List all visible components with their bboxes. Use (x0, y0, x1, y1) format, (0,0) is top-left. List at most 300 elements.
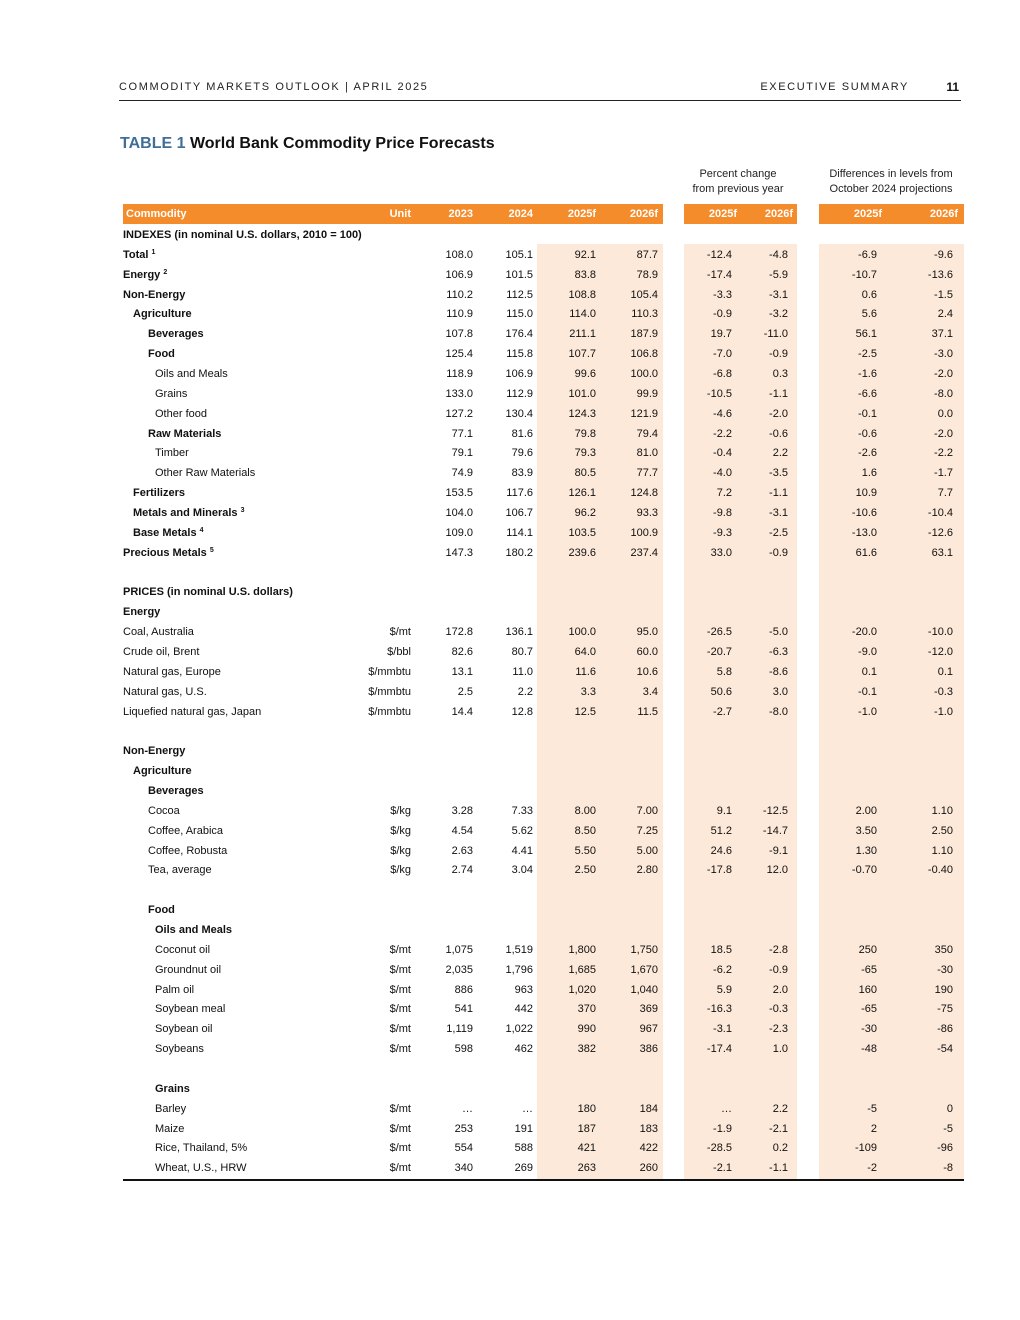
diff-2026f: -3.0 (934, 348, 953, 361)
commodity-label: Coal, Australia (123, 626, 194, 639)
commodity-label: Precious Metals (123, 546, 207, 559)
row-padding (953, 304, 964, 324)
diff-2025f: -65 (861, 963, 877, 976)
commodity-name (123, 384, 330, 404)
value-2026f: 11.5 (637, 705, 658, 718)
table-row (123, 404, 964, 424)
pct-change-2026f: 0.3 (772, 367, 788, 380)
value-2026f: 422 (639, 1142, 658, 1155)
table-row (123, 821, 964, 841)
commodity-label: Grains (155, 387, 188, 400)
section-label: Agriculture (133, 765, 192, 778)
unit-cell (330, 404, 411, 424)
col-header-diff-2026f: 2026f (929, 208, 958, 220)
commodity-name (123, 463, 330, 483)
diff-2026f: -2.0 (934, 367, 953, 380)
value-2023: 125.4 (445, 348, 473, 361)
value-2023: 79.1 (451, 447, 473, 460)
value-2023: 106.9 (445, 268, 473, 281)
row-padding (953, 543, 964, 563)
value-2024: 442 (514, 1003, 533, 1016)
value-2026f: 99.9 (636, 387, 658, 400)
pct-change-2026f: 2.2 (772, 1102, 788, 1115)
row-padding (953, 285, 964, 305)
value-2024: 1,519 (505, 943, 533, 956)
value-2023: 153.5 (445, 487, 473, 500)
table-row (123, 1039, 964, 1059)
diff-2025f: -30 (861, 1023, 877, 1036)
diff-2026f: -8 (943, 1162, 953, 1175)
pct-change-2025f: 5.8 (716, 665, 732, 678)
unit-cell: $/mt (389, 1023, 411, 1036)
value-2023: 3.28 (451, 804, 473, 817)
diff-2025f: -0.6 (858, 427, 877, 440)
commodity-label: Coconut oil (155, 943, 211, 956)
commodity-name (123, 1139, 330, 1159)
commodity-label: Natural gas, U.S. (123, 685, 207, 698)
pct-change-2025f: -10.5 (706, 387, 732, 400)
col-header-2026f: 2026f (629, 208, 658, 220)
blank-row (123, 563, 964, 583)
row-padding (953, 960, 964, 980)
commodity-name (123, 821, 330, 841)
value-2025f: 124.3 (568, 407, 596, 420)
value-2026f: 60.0 (636, 645, 658, 658)
commodity-name (123, 841, 330, 861)
row-padding (953, 364, 964, 384)
col-header-pct-2026f: 2026f (764, 208, 793, 220)
table-row (123, 602, 964, 622)
table-bottom-rule (123, 1179, 964, 1181)
pct-change-2026f: -2.3 (769, 1023, 788, 1036)
value-2023: 118.9 (446, 367, 473, 380)
value-2025f: 8.50 (574, 824, 596, 837)
row-padding (953, 1158, 964, 1178)
value-2023: 598 (454, 1043, 473, 1056)
diff-2025f: -10.7 (851, 268, 877, 281)
pct-change-2026f: -14.7 (762, 824, 788, 837)
value-2025f: 5.50 (574, 844, 596, 857)
commodity-name (123, 702, 330, 722)
value-2023: 74.9 (451, 467, 473, 480)
value-2023: 2.5 (457, 685, 473, 698)
value-2023: 2,035 (445, 963, 473, 976)
value-2025f: 370 (577, 1003, 596, 1016)
value-2024: 11.0 (512, 665, 533, 678)
unit-cell: $/kg (390, 844, 411, 857)
table-row (123, 483, 964, 503)
commodity-label: Other food (155, 407, 207, 420)
unit-cell: $/kg (390, 824, 411, 837)
row-padding (953, 642, 964, 662)
diff-2026f: -8.0 (934, 387, 953, 400)
table-row (123, 364, 964, 384)
unit-cell: $/mt (389, 1162, 411, 1175)
pct-change-2026f: -8.0 (769, 705, 788, 718)
value-2026f: 77.7 (636, 467, 658, 480)
value-2025f: 187 (577, 1122, 596, 1135)
unit-cell (330, 324, 411, 344)
row-padding (953, 940, 964, 960)
pct-change-2026f: -5.0 (769, 626, 788, 639)
value-2023: 127.2 (445, 407, 473, 420)
pct-change-2026f: -0.9 (769, 546, 788, 559)
row-padding (953, 1099, 964, 1119)
diff-2025f: -13.0 (851, 526, 877, 539)
pct-change-2025f: -26.5 (706, 626, 732, 639)
diff-2026f: 190 (934, 983, 953, 996)
value-2025f: 3.3 (580, 685, 596, 698)
diff-2026f: 63.1 (931, 546, 953, 559)
blank-row (123, 1059, 964, 1079)
value-2025f: 96.2 (574, 506, 596, 519)
unit-cell (330, 265, 411, 285)
value-2025f: 79.3 (574, 447, 596, 460)
value-2024: 81.6 (511, 427, 533, 440)
unit-cell: $/mt (389, 1043, 411, 1056)
unit-cell (330, 384, 411, 404)
table-row (123, 384, 964, 404)
value-2024: 12.8 (511, 705, 533, 718)
pct-change-2026f: -1.1 (769, 487, 788, 500)
pct-change-2025f: 9.1 (716, 804, 732, 817)
commodity-label: Soybeans (155, 1043, 204, 1056)
unit-cell (330, 463, 411, 483)
table-row (123, 960, 964, 980)
commodity-forecast-table (123, 225, 964, 1178)
diff-2025f: 250 (858, 943, 877, 956)
table-row (123, 1158, 964, 1178)
row-padding (953, 265, 964, 285)
diff-2025f: -2.5 (858, 348, 877, 361)
value-2025f: 421 (577, 1142, 596, 1155)
value-2025f: 239.6 (568, 546, 596, 559)
unit-cell: $/mt (389, 943, 411, 956)
diff-2026f: -86 (937, 1023, 953, 1036)
footnote-marker: 3 (240, 506, 245, 514)
value-2026f: 386 (639, 1043, 658, 1056)
pct-change-2026f: -0.3 (769, 1003, 788, 1016)
section-label: Grains (155, 1082, 190, 1095)
row-padding (953, 404, 964, 424)
commodity-name (123, 1000, 330, 1020)
table-row (123, 880, 964, 900)
value-2023: 107.8 (445, 328, 473, 341)
value-2025f: 211.1 (569, 328, 596, 341)
value-2024: 117.6 (506, 487, 533, 500)
pct-change-2026f: -0.9 (769, 348, 788, 361)
row-padding (953, 1039, 964, 1059)
unit-cell: $/bbl (387, 645, 411, 658)
table-row (123, 841, 964, 861)
diff-2026f: -75 (937, 1003, 953, 1016)
value-2023: 4.54 (451, 824, 473, 837)
value-2024: 191 (514, 1122, 533, 1135)
pct-change-2025f: 51.2 (710, 824, 732, 837)
page-number: 11 (946, 80, 959, 94)
value-2025f: 101.0 (568, 387, 596, 400)
row-padding (953, 1000, 964, 1020)
value-2026f: 7.25 (636, 824, 658, 837)
table-row (123, 741, 964, 761)
pct-change-2026f: -2.0 (769, 407, 788, 420)
pct-change-2025f: -1.9 (713, 1122, 732, 1135)
value-2023: 1,075 (445, 943, 473, 956)
table-row (123, 563, 964, 583)
value-2025f: 1,800 (568, 943, 596, 956)
pct-change-2025f: -0.9 (713, 308, 732, 321)
value-2026f: 79.4 (636, 427, 658, 440)
value-2025f: 11.6 (575, 665, 596, 678)
value-2023: … (462, 1102, 473, 1115)
value-2026f: 81.0 (636, 447, 658, 460)
value-2023: 253 (454, 1122, 473, 1135)
diff-2026f: -2.0 (934, 427, 953, 440)
table-row (123, 622, 964, 642)
value-2024: 2.2 (517, 685, 533, 698)
value-2026f: 2.80 (636, 864, 658, 877)
diff-2026f: -0.40 (927, 864, 953, 877)
row-padding (953, 384, 964, 404)
commodity-label: Soybean meal (155, 1003, 226, 1016)
row-padding (953, 841, 964, 861)
pct-change-2025f: -4.6 (713, 407, 732, 420)
value-2026f: 237.4 (630, 546, 658, 559)
value-2024: 269 (514, 1162, 533, 1175)
table-row (123, 344, 964, 364)
commodity-label: Energy (123, 268, 161, 281)
value-2024: 5.62 (511, 824, 533, 837)
diff-2026f: -1.5 (934, 288, 953, 301)
pct-change-2025f: 50.6 (710, 685, 732, 698)
unit-cell: $/mmbtu (368, 705, 411, 718)
value-2023: 14.4 (451, 705, 473, 718)
row-padding (953, 424, 964, 444)
value-2025f: 79.8 (574, 427, 596, 440)
commodity-name (123, 980, 330, 1000)
value-2026f: 93.3 (636, 506, 658, 519)
row-padding (953, 1119, 964, 1139)
commodity-name (123, 404, 330, 424)
row-padding (953, 861, 964, 881)
value-2026f: 121.9 (630, 407, 658, 420)
pct-change-2025f: -17.4 (706, 1043, 732, 1056)
table-row (123, 702, 964, 722)
row-padding (953, 463, 964, 483)
value-2023: 110.9 (446, 308, 473, 321)
value-2026f: 1,670 (630, 963, 658, 976)
commodity-name (123, 443, 330, 463)
value-2025f: 263 (577, 1162, 596, 1175)
commodity-label: Liquefied natural gas, Japan (123, 705, 262, 718)
diff-2026f: -0.3 (934, 685, 953, 698)
table-title (120, 135, 495, 153)
value-2023: 172.8 (445, 626, 473, 639)
unit-cell: $/mt (389, 1142, 411, 1155)
row-padding (953, 245, 964, 265)
commodity-name (123, 483, 330, 503)
value-2026f: 183 (639, 1122, 658, 1135)
row-padding (953, 662, 964, 682)
value-2025f: 126.1 (568, 487, 596, 500)
unit-cell (330, 543, 411, 563)
pct-change-2026f: 3.0 (772, 685, 788, 698)
row-padding (953, 801, 964, 821)
row-padding (953, 821, 964, 841)
diff-2026f: -9.6 (934, 248, 953, 261)
pct-change-2025f: -9.8 (713, 506, 732, 519)
value-2025f: 180 (577, 1102, 596, 1115)
commodity-label: Natural gas, Europe (123, 665, 221, 678)
unit-cell: $/mmbtu (368, 665, 411, 678)
pct-change-line2: from previous year (692, 183, 784, 195)
commodity-label: Coffee, Arabica (148, 824, 224, 837)
footnote-marker: 2 (163, 268, 168, 276)
pct-change-2026f: 0.2 (772, 1142, 788, 1155)
commodity-name (123, 940, 330, 960)
pct-change-2026f: -1.1 (769, 387, 788, 400)
table-row (123, 1059, 964, 1079)
value-2023: 541 (454, 1003, 473, 1016)
pct-change-2025f: -2.7 (713, 705, 732, 718)
row-padding (953, 1139, 964, 1159)
diff-2025f: -5 (867, 1102, 877, 1115)
pct-change-2025f: -6.2 (713, 963, 732, 976)
value-2024: 136.1 (505, 626, 533, 639)
value-2023: 13.1 (451, 665, 473, 678)
table-row (123, 285, 964, 305)
value-2026f: 1,040 (630, 983, 658, 996)
pct-change-2026f: -5.9 (769, 268, 788, 281)
diff-2026f: 1.10 (931, 844, 953, 857)
diff-2025f: -1.0 (858, 705, 877, 718)
diff-2026f: 0.1 (937, 665, 953, 678)
unit-cell (330, 285, 411, 305)
value-2026f: 10.6 (636, 665, 658, 678)
value-2023: 147.3 (445, 546, 473, 559)
diff-2025f: 5.6 (861, 308, 877, 321)
commodity-label: Beverages (148, 328, 204, 341)
unit-cell (330, 424, 411, 444)
value-2026f: 95.0 (636, 626, 658, 639)
value-2026f: 87.7 (636, 248, 658, 261)
commodity-name (123, 324, 330, 344)
table-row (123, 900, 964, 920)
unit-cell (330, 304, 411, 324)
unit-cell: $/mt (389, 983, 411, 996)
pct-change-2026f: -9.1 (769, 844, 788, 857)
diff-2026f: -13.6 (927, 268, 953, 281)
pct-change-2026f: 2.2 (772, 447, 788, 460)
diff-2026f: -12.0 (927, 645, 953, 658)
value-2024: 101.5 (505, 268, 533, 281)
pct-change-2026f: -8.6 (769, 665, 788, 678)
row-padding (953, 523, 964, 543)
col-header-2025f: 2025f (567, 208, 596, 220)
value-2023: 110.2 (446, 288, 473, 301)
value-2025f: 382 (577, 1043, 596, 1056)
commodity-name (123, 1158, 330, 1178)
value-2024: 1,022 (505, 1023, 533, 1036)
table-row (123, 1139, 964, 1159)
diff-2025f: 160 (858, 983, 877, 996)
diff-2025f: -6.9 (858, 248, 877, 261)
commodity-label: Groundnut oil (155, 963, 222, 976)
diff-2026f: 2.50 (931, 824, 953, 837)
commodity-label: Crude oil, Brent (123, 645, 200, 658)
table-row (123, 443, 964, 463)
diff-2025f: 56.1 (855, 328, 877, 341)
value-2024: 1,796 (505, 963, 533, 976)
table-row (123, 265, 964, 285)
table-row (123, 582, 964, 602)
value-2026f: 100.9 (630, 526, 658, 539)
table-row (123, 324, 964, 344)
blank-row (123, 880, 964, 900)
running-header-title: COMMODITY MARKETS OUTLOOK | APRIL 2025 (119, 81, 429, 93)
pct-change-2025f: -0.4 (713, 447, 732, 460)
value-2024: 180.2 (505, 546, 533, 559)
value-2025f: 100.0 (568, 626, 596, 639)
commodity-name (123, 424, 330, 444)
pct-change-2026f: -3.5 (769, 467, 788, 480)
value-2023: 2.74 (451, 864, 473, 877)
commodity-name (123, 364, 330, 384)
table-row (123, 682, 964, 702)
pct-change-2025f: -16.3 (706, 1003, 732, 1016)
commodity-label: Agriculture (133, 308, 192, 321)
commodity-name (123, 960, 330, 980)
pct-change-2025f: 19.7 (710, 328, 732, 341)
value-2026f: 967 (639, 1023, 658, 1036)
value-2023: 1,119 (446, 1023, 473, 1036)
unit-cell: $/mt (389, 1003, 411, 1016)
commodity-name (123, 304, 330, 324)
commodity-name (123, 682, 330, 702)
table-row (123, 662, 964, 682)
value-2024: 115.8 (506, 348, 533, 361)
value-2025f: 83.8 (574, 268, 596, 281)
footnote-marker: 1 (151, 248, 156, 256)
pct-change-2026f: -2.5 (769, 526, 788, 539)
value-2026f: 106.8 (630, 348, 658, 361)
diff-2026f: -10.4 (927, 506, 953, 519)
value-2026f: 78.9 (636, 268, 658, 281)
value-2026f: 187.9 (630, 328, 658, 341)
diff-2026f: -30 (937, 963, 953, 976)
table-row (123, 642, 964, 662)
row-padding (953, 682, 964, 702)
value-2026f: 5.00 (636, 844, 658, 857)
value-2024: 105.1 (505, 248, 533, 261)
pct-change-2026f: -12.5 (762, 804, 788, 817)
running-header (119, 80, 961, 101)
col-header-2023: 2023 (448, 208, 473, 220)
commodity-name (123, 801, 330, 821)
table-row (123, 225, 964, 245)
commodity-label: Base Metals (133, 526, 197, 539)
value-2024: 106.7 (505, 506, 533, 519)
value-2025f: 92.1 (574, 248, 596, 261)
unit-cell (330, 503, 411, 523)
pct-change-2025f: -3.3 (713, 288, 732, 301)
value-2025f: 1,685 (568, 963, 596, 976)
col-header-commodity: Commodity (126, 208, 187, 220)
row-padding (953, 980, 964, 1000)
diff-2025f: 10.9 (855, 487, 877, 500)
pct-change-2025f: -3.1 (713, 1023, 732, 1036)
diff-2026f: -1.0 (934, 705, 953, 718)
